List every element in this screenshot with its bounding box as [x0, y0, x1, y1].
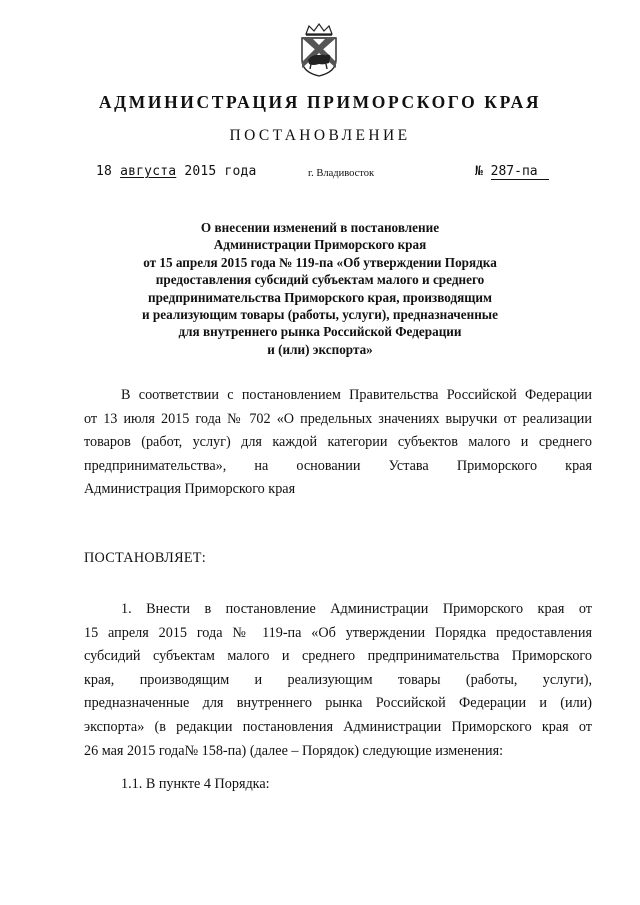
document-city: г. Владивосток: [308, 168, 375, 179]
item-1-1: 1.1. В пункте 4 Порядка:: [121, 776, 270, 792]
subject-line: и (или) экспорта»: [267, 341, 373, 357]
text-line: 15 апреля 2015 года № 119-па «Об утверждении Порядка предоставления: [84, 624, 592, 641]
text-line: субсидий субъектам малого и среднего предпринимательства Приморского: [84, 648, 592, 665]
document-date: [96, 164, 257, 179]
text-line: края, производящим и реализующим товары (работы, услуги),: [84, 671, 592, 688]
text-line: от 13 июля 2015 года № 702 «О предельных значениях выручки от реализации: [84, 410, 592, 427]
text-line: товаров (работ, услуг) для каждой категории субъектов малого и среднего: [84, 434, 592, 451]
text-line: В соответствии с постановлением Правительства Российской Федерации: [121, 387, 592, 403]
preamble-paragraph: [84, 384, 592, 502]
number-sign: №: [475, 164, 483, 179]
text-line: 1. Внести в постановление Администрации Приморского края от: [121, 601, 592, 617]
date-month: августа: [120, 164, 177, 179]
text-line: Администрация Приморского края: [84, 481, 296, 498]
date-day: 18: [96, 164, 113, 179]
decree-word: ПОСТАНОВЛЯЕТ:: [84, 550, 207, 566]
document-type: ПОСТАНОВЛЕНИЕ: [229, 127, 411, 144]
document-number: [475, 164, 549, 180]
number-value: 287-па: [491, 164, 549, 180]
document-subject: [110, 219, 530, 358]
text-line: экспорта» (в редакции постановления Администрации Приморского края от: [84, 718, 592, 735]
text-line: предназначенные для внутреннего рынка Российской Федерации и (или): [84, 695, 592, 712]
organization-title: АДМИНИСТРАЦИЯ ПРИМОРСКОГО КРАЯ: [98, 92, 542, 112]
subject-line: от 15 апреля 2015 года № 119-па «Об утверждении Порядка: [143, 254, 497, 270]
text-line: предпринимательства», на основании Устава Приморского края: [84, 457, 592, 474]
date-year: 2015 года: [184, 164, 257, 179]
subject-line: О внесении изменений в постановление: [200, 220, 440, 235]
text-line: 26 мая 2015 года№ 158-па) (далее – Порядок) следующие изменения:: [84, 742, 504, 759]
subject-line: и реализующим товары (работы, услуги), предназначенные: [142, 307, 498, 323]
subject-line: Администрации Приморского края: [213, 237, 427, 253]
subject-line: для внутреннего рынка Российской Федерации: [178, 324, 462, 340]
subject-line: предоставления субсидий субъектам малого и среднего: [155, 272, 485, 288]
subject-line: предпринимательства Приморского края, производящим: [148, 289, 492, 305]
coat-of-arms-emblem: [296, 22, 342, 78]
item-1-paragraph: [84, 598, 592, 763]
